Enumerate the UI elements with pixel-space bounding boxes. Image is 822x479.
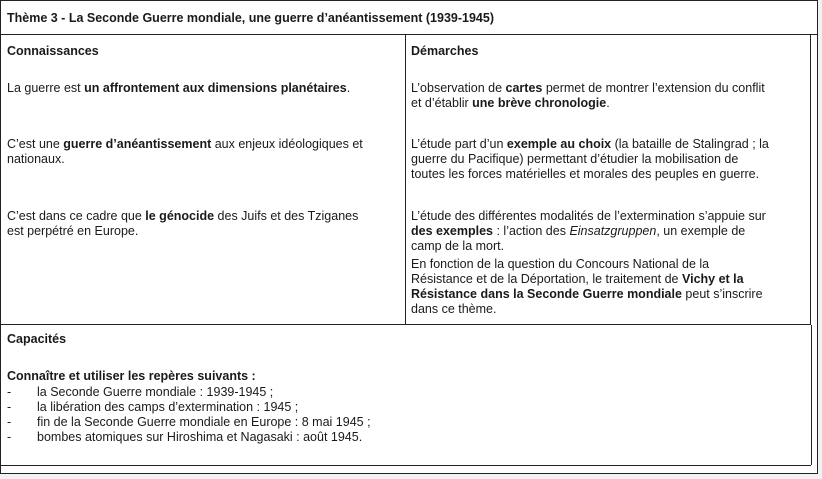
bold-segment: des exemples xyxy=(411,224,493,238)
connaissances-heading: Connaissances xyxy=(7,44,99,58)
connaissances-paragraph-2 xyxy=(7,137,363,167)
text-segment: (la bataille de Stalingrad ; la xyxy=(611,137,769,151)
bold-segment: un affrontement aux dimensions planétaires xyxy=(84,81,347,95)
text-segment: dans ce thème. xyxy=(411,302,497,316)
capacites-heading: Capacités xyxy=(7,332,67,346)
dash-marker: - xyxy=(7,385,12,399)
demarches-heading: Démarches xyxy=(411,44,479,58)
text-segment: L’étude part d’un xyxy=(411,137,507,151)
repere-text: fin de la Seconde Guerre mondiale en Europe : 8 mai 1945 ; xyxy=(37,415,371,429)
text-segment: aux enjeux idéologiques et xyxy=(211,137,363,151)
theme-title-row xyxy=(1,1,817,35)
text-segment: Résistance et de la Déportation, le traitement de xyxy=(411,272,682,286)
demarches-paragraph-1 xyxy=(411,81,765,111)
text-segment: toutes les forces matérielles et morales des peuples en guerre. xyxy=(411,167,760,181)
bold-segment: le génocide xyxy=(145,209,215,223)
connaissances-column xyxy=(1,35,406,324)
demarches-paragraph-4 xyxy=(411,257,763,317)
theme-title: Thème 3 - La Seconde Guerre mondiale, une guerre d’anéantissement (1939-1945) xyxy=(7,11,494,25)
text-segment: permet de montrer l’extension du conflit xyxy=(542,81,765,95)
bottom-divider xyxy=(1,465,811,466)
repere-text: bombes atomiques sur Hiroshima et Nagasaki : août 1945. xyxy=(37,430,363,444)
bold-segment: cartes xyxy=(505,81,543,95)
bold-segment: une brève chronologie xyxy=(472,96,607,110)
dash-marker: - xyxy=(7,430,12,444)
demarches-paragraph-2 xyxy=(411,137,769,182)
text-segment: . xyxy=(346,81,351,95)
repere-text: la Seconde Guerre mondiale : 1939-1945 ; xyxy=(37,385,274,399)
text-segment: des Juifs et des Tziganes xyxy=(214,209,359,223)
text-segment: camp de la mort. xyxy=(411,239,505,253)
bold-segment: Vichy et la xyxy=(681,272,744,286)
dash-marker: - xyxy=(7,415,12,429)
text-segment: L’étude des différentes modalités de l’extermination s’appuie sur xyxy=(411,209,766,223)
repere-text: la libération des camps d’extermination : 1945 ; xyxy=(37,400,299,414)
connaissances-paragraph-3 xyxy=(7,209,358,239)
text-segment: . xyxy=(606,96,610,110)
dash-marker: - xyxy=(7,400,12,414)
text-segment: guerre du Pacifique) permettant d’étudier la mobilisation de xyxy=(411,152,739,166)
text-segment: En fonction de la question du Concours National de la xyxy=(411,257,710,271)
text-segment: est perpétré en Europe. xyxy=(7,224,139,238)
italic-segment: Einsatzgruppen xyxy=(569,224,657,238)
capacites-section xyxy=(1,325,812,465)
text-segment: et d’établir xyxy=(411,96,473,110)
text-segment: L’observation de xyxy=(411,81,506,95)
bold-segment: guerre d’anéantissement xyxy=(63,137,212,151)
connaissances-paragraph-1 xyxy=(7,81,350,96)
bold-segment: exemple au choix xyxy=(506,137,612,151)
reperes-subheading: Connaître et utiliser les repères suivants : xyxy=(7,369,256,383)
text-segment: : l’action des xyxy=(493,224,570,238)
text-segment: nationaux. xyxy=(7,152,65,166)
bold-segment: Résistance dans la Seconde Guerre mondiale xyxy=(411,287,682,301)
text-segment: , un exemple de xyxy=(656,224,746,238)
demarches-paragraph-3 xyxy=(411,209,766,254)
demarches-column xyxy=(406,35,811,324)
text-segment: La guerre est xyxy=(7,81,85,95)
text-segment: C’est une xyxy=(7,137,64,151)
text-segment: peut s’inscrire xyxy=(681,287,763,301)
text-segment: C’est dans ce cadre que xyxy=(7,209,146,223)
